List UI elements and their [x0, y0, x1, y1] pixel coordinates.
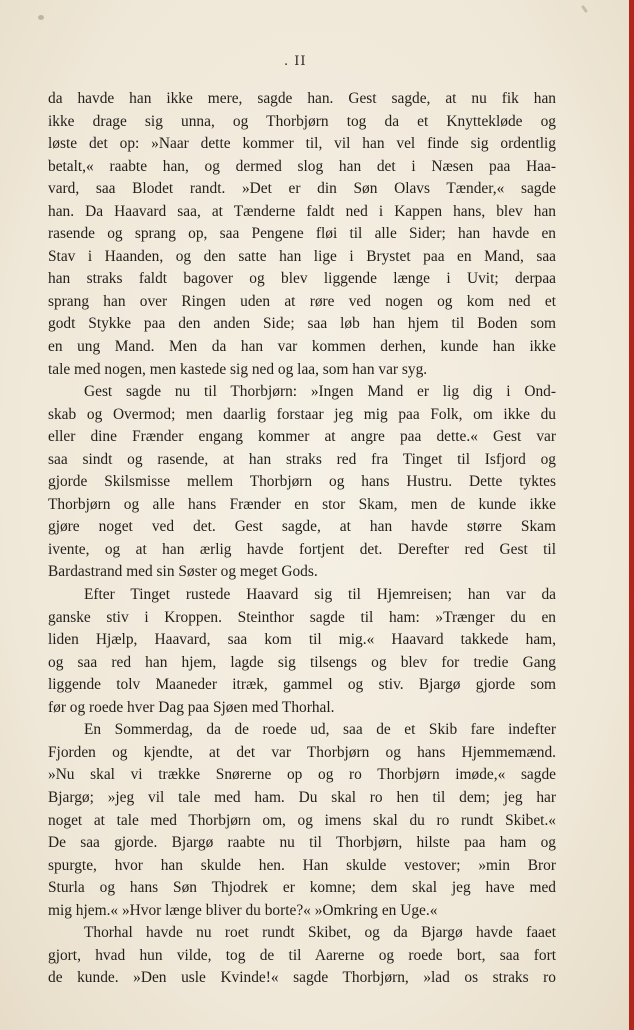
text-line: løste det op: »Naar dette kommer til, vil han vel finde sig ordentlig: [48, 135, 556, 153]
page-number: . II: [284, 54, 307, 69]
text-line: saa sindt og rasende, at han straks red fra Tinget til Isfjord og: [48, 450, 556, 468]
text-line: ganske stiv i Kroppen. Steinthor sagde til ham: »Trænger du en: [48, 608, 556, 626]
text-line: han. Da Haavard saa, at Tænderne faldt ned i Kappen hans, blev han: [48, 202, 556, 220]
text-line: sprang han over Ringen uden at røre ved nogen og kom ned et: [48, 292, 556, 310]
paper-spot: [38, 15, 44, 20]
text-line: liggende tolv Maaneder itræk, gammel og stiv. Bjargø gjorde som: [48, 676, 556, 694]
text-line: mig hjem.« »Hvor længe bliver du borte?« »Omkring en Uge.«: [48, 901, 438, 919]
text-line: før og roede hver Dag paa Sjøen med Thorhal.: [48, 698, 335, 716]
text-line: rasende og sprang op, saa Pengene fløi til alle Sider; han havde en: [48, 225, 556, 243]
text-line: liden Hjælp, Haavard, saa kom til mig.« Haavard takkede ham,: [48, 631, 556, 649]
text-line: Gest sagde nu til Thorbjørn: »Ingen Mand er lig dig i Ond-: [84, 383, 556, 401]
text-line: og saa red han hjem, lagde sig tilsengs og blev for tredie Gang: [48, 653, 556, 671]
text-line: De saa gjorde. Bjargø raabte nu til Thorbjørn, hilste paa ham og: [48, 834, 556, 852]
text-line: Thorbjørn og alle hans Frænder en stor Skam, men de kunde ikke: [48, 495, 556, 513]
text-line: En Sommerdag, da de roede ud, saa de et Skib fare indefter: [84, 721, 556, 739]
text-line: da havde han ikke mere, sagde han. Gest sagde, at nu fik han: [48, 90, 556, 107]
text-line: Stav i Haanden, og den satte han lige i Brystet paa en Mand, saa: [48, 247, 556, 265]
text-line: noget at tale med Thorbjørn om, og imens skal du ro rundt Skibet.«: [48, 811, 556, 829]
text-line: gjort, hvad hun vilde, tog de til Aarerne og roede bort, saa fort: [48, 946, 556, 964]
text-line: ikke drage sig unna, og Thorbjørn tog da et Knyttekløde og: [48, 112, 556, 130]
text-line: Bjargø; »jeg vil tale med ham. Du skal ro hen til dem; jeg har: [48, 788, 556, 806]
text-line: ivente, og at han ærlig havde fortjent det. Derefter red Gest til: [48, 540, 556, 558]
text-line: Bardastrand med sin Søster og meget Gods.: [48, 563, 318, 581]
text-line: »Nu skal vi trække Snørerne op og ro Thorbjørn imøde,« sagde: [48, 766, 556, 784]
paper-mark: [581, 5, 588, 13]
text-line: skab og Overmod; men daarlig forstaar jeg mig paa Folk, om ikke du: [48, 405, 556, 423]
text-line: vard, saa Blodet randt. »Det er din Søn Olavs Tænder,« sagde: [48, 180, 556, 198]
text-line: betalt,« raabte han, og dermed slog han det i Næsen paa Haa-: [48, 157, 556, 175]
text-line: Fjorden og kjendte, at det var Thorbjørn og hans Hjemmemænd.: [48, 743, 556, 761]
text-line: en ung Mand. Men da han var kommen derhen, kunde han ikke: [48, 338, 556, 356]
text-line: han straks faldt bagover og blev liggende længe i Uvit; derpaa: [48, 270, 556, 288]
page-edge-red: [629, 0, 634, 1030]
text-line: Thorhal havde nu roet rundt Skibet, og da Bjargø havde faaet: [84, 924, 556, 942]
text-line: eller dine Frænder engang kommer at angre paa dette.« Gest var: [48, 428, 556, 446]
text-line: gjorde Skilsmisse mellem Thorbjørn og hans Hustru. Dette tyktes: [48, 473, 556, 491]
text-line: godt Stykke paa den anden Side; saa løb han hjem til Boden som: [48, 315, 556, 333]
text-line: gjøre noget ved det. Gest sagde, at han havde større Skam: [48, 518, 556, 536]
text-line: de kunde. »Den usle Kvinde!« sagde Thorbjørn, »lad os straks ro: [48, 969, 556, 987]
body-text: [48, 88, 556, 990]
text-line: tale med nogen, men kastede sig ned og laa, som han var syg.: [48, 360, 428, 378]
text-line: spurgte, hvor han skulde hen. Han skulde vestover; »min Bror: [48, 856, 556, 874]
text-line: Sturla og hans Søn Thjodrek er komne; dem skal jeg have med: [48, 879, 556, 897]
text-line: Efter Tinget rustede Haavard sig til Hjemreisen; han var da: [84, 586, 556, 604]
